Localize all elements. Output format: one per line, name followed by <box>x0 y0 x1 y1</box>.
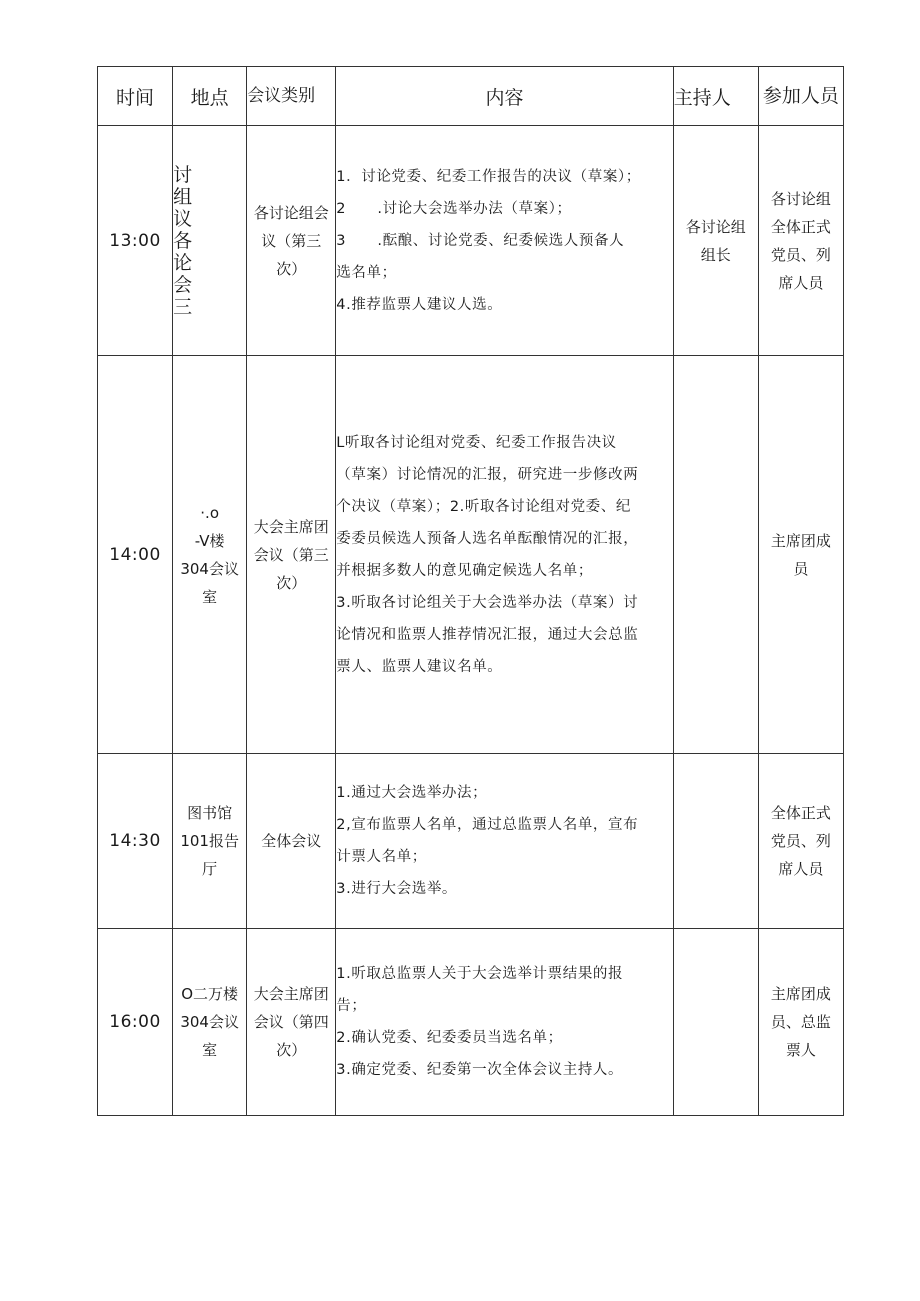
table-row <box>98 356 844 754</box>
row-time: 14:00 <box>98 356 173 754</box>
row-attendees <box>758 356 843 754</box>
category-line: 次） <box>276 259 307 278</box>
category-line: 大会主席团 <box>253 517 329 536</box>
place-line: 图书馆 <box>187 804 233 822</box>
header-attendees: 参加人员 <box>758 67 843 126</box>
row-time: 16:00 <box>98 929 173 1116</box>
row-category <box>247 126 336 356</box>
attendees-line: 各讨论组 <box>770 189 831 208</box>
content-line: 并根据多数人的意见确定候选人名单； <box>336 562 593 579</box>
content-line: 1．讨论党委、纪委工作报告的决议（草案）； <box>336 168 641 185</box>
place-char: 论 <box>173 251 193 274</box>
row-attendees <box>758 929 843 1116</box>
category-line: 议（第三 <box>261 231 322 250</box>
table-row <box>98 929 844 1116</box>
content-line: 计票人名单； <box>336 849 427 865</box>
content-line: 选名单； <box>336 264 397 281</box>
content-line: 论情况和监票人推荐情况汇报，通过大会总监 <box>336 626 639 643</box>
content-line: 1.听取总监票人关于大会选举计票结果的报 <box>336 966 624 982</box>
category-line: 次） <box>276 573 307 592</box>
category-line: 次） <box>276 1041 307 1059</box>
header-place: 地点 <box>173 67 247 126</box>
header-time: 时间 <box>98 67 173 126</box>
content-line: 告； <box>336 998 367 1014</box>
table-row <box>98 754 844 929</box>
row-category <box>247 754 336 929</box>
attendees-line: 全体正式 <box>770 217 831 236</box>
row-category <box>247 929 336 1116</box>
category-line: 各讨论组会 <box>253 203 329 222</box>
row-content <box>336 929 673 1116</box>
row-content <box>336 356 673 754</box>
content-line: 3 .酝酿、讨论党委、纪委候选人预备人 <box>336 232 625 249</box>
place-char: 讨 <box>173 163 193 186</box>
row-host <box>673 929 758 1116</box>
category-line: 会议（第三 <box>253 545 329 564</box>
place-line: 室 <box>202 587 218 606</box>
content-line: 委委员候选人预备人选名单酝酿情况的汇报， <box>336 530 639 547</box>
row-host <box>673 754 758 929</box>
content-line: 个决议（草案）；2.听取各讨论组对党委、纪 <box>336 498 631 515</box>
place-line: -V楼 <box>194 531 225 550</box>
attendees-line: 席人员 <box>778 273 824 292</box>
place-line: 304会议 <box>180 559 239 578</box>
content-line: 2.确认党委、纪委委员当选名单； <box>336 1030 563 1046</box>
row-content <box>336 754 673 929</box>
attendees-line: 党员、列 <box>770 245 831 264</box>
attendees-line: 全体正式 <box>770 804 831 822</box>
row-place <box>173 754 247 929</box>
place-line: 101报告 <box>180 832 239 850</box>
category-line: 全体会议 <box>261 832 322 850</box>
row-place <box>173 929 247 1116</box>
place-char: 议 <box>173 207 193 230</box>
header-host: 主持人 <box>673 67 758 126</box>
row-time: 14:30 <box>98 754 173 929</box>
place-line: O二万楼 <box>181 985 239 1003</box>
row-attendees <box>758 126 843 356</box>
place-line: 室 <box>202 1041 218 1059</box>
content-line: 2,宣布监票人名单，通过总监票人名单，宣布 <box>336 817 639 833</box>
content-line: 3.听取各讨论组关于大会选举办法（草案）讨 <box>336 594 639 611</box>
header-row <box>98 67 844 126</box>
attendees-line: 席人员 <box>778 860 824 878</box>
attendees-line: 员 <box>793 559 809 578</box>
place-char: 三 <box>173 295 193 318</box>
row-host <box>673 126 758 356</box>
row-content <box>336 126 673 356</box>
content-line: L听取各讨论组对党委、纪委工作报告决议 <box>336 434 617 451</box>
place-line: ·.o <box>200 503 219 522</box>
content-line: 3.进行大会选举。 <box>336 881 458 897</box>
row-place <box>173 356 247 754</box>
category-line: 大会主席团 <box>253 985 329 1003</box>
meeting-schedule-table <box>97 66 844 1116</box>
content-line: 3.确定党委、纪委第一次全体会议主持人。 <box>336 1062 624 1078</box>
attendees-line: 员、总监 <box>770 1013 831 1031</box>
content-line: 1.通过大会选举办法； <box>336 785 488 801</box>
content-line: 4.推荐监票人建议人选。 <box>336 296 503 313</box>
row-place <box>173 126 247 356</box>
attendees-line: 主席团成 <box>770 531 831 550</box>
place-char: 各 <box>173 229 193 252</box>
host-line: 组长 <box>700 245 731 264</box>
content-line: 票人、监票人建议名单。 <box>336 658 503 675</box>
category-line: 会议（第四 <box>253 1013 329 1031</box>
row-attendees <box>758 754 843 929</box>
table-row <box>98 126 844 356</box>
header-category: 会议类别 <box>247 67 336 126</box>
place-line: 厅 <box>202 860 218 878</box>
place-char: 组 <box>173 185 193 208</box>
row-host <box>673 356 758 754</box>
host-line: 各讨论组 <box>685 217 746 236</box>
row-category <box>247 356 336 754</box>
place-line: 304会议 <box>180 1013 239 1031</box>
content-line: （草案）讨论情况的汇报，研究进一步修改两 <box>336 466 639 483</box>
attendees-line: 主席团成 <box>770 985 831 1003</box>
row-time: 13:00 <box>98 126 173 356</box>
content-line: 2 .讨论大会选举办法（草案）； <box>336 200 572 217</box>
header-content: 内容 <box>336 67 673 126</box>
attendees-line: 票人 <box>785 1041 816 1059</box>
attendees-line: 党员、列 <box>770 832 831 850</box>
place-char: 会 <box>173 273 193 296</box>
